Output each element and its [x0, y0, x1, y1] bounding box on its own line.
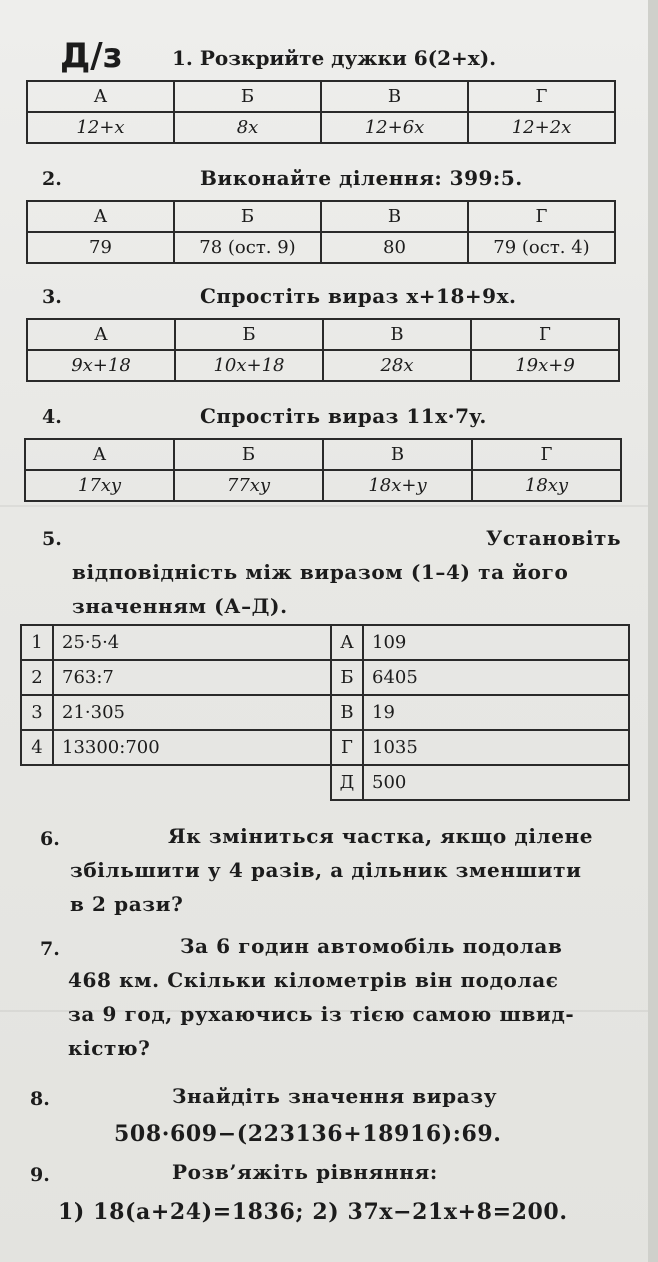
option-a-value: 79 — [27, 232, 174, 263]
table-row — [331, 730, 629, 765]
task-5-line-1: Установіть — [486, 526, 622, 550]
option-v-value: 18x+y — [323, 470, 472, 501]
value: 109 — [363, 625, 629, 660]
option-v-letter: В — [323, 439, 472, 470]
option-a-value: 9x+18 — [27, 350, 175, 381]
value: 19 — [363, 695, 629, 730]
option-b-value: 78 (ост. 9) — [174, 232, 321, 263]
value-letter: Б — [331, 660, 363, 695]
option-v-letter: В — [321, 81, 468, 112]
task-5-line-3: значенням (А–Д). — [72, 594, 288, 618]
option-g-letter: Г — [468, 81, 615, 112]
option-v-letter: В — [321, 201, 468, 232]
task-1-heading — [172, 46, 496, 70]
option-a-value: 17xy — [25, 470, 174, 501]
option-b-value: 8x — [174, 112, 321, 143]
expression-number: 4 — [21, 730, 53, 765]
task-9-line-1: Розв’яжіть рівняння: — [172, 1160, 438, 1184]
table-row — [331, 625, 629, 660]
task-3-question: Спростіть вираз x+18+9x. — [200, 284, 517, 308]
task-4-question: Спростіть вираз 11x·7y. — [200, 404, 487, 428]
expression-number: 2 — [21, 660, 53, 695]
option-b-value: 10x+18 — [175, 350, 323, 381]
value: 6405 — [363, 660, 629, 695]
task-3-answer-table — [26, 318, 620, 382]
value-letter: Г — [331, 730, 363, 765]
task-4-number: 4. — [42, 406, 62, 428]
option-v-letter: В — [323, 319, 471, 350]
expression: 25·5·4 — [53, 625, 331, 660]
value-letter: А — [331, 625, 363, 660]
task-8-expression: 508·609−(223136+18916):69. — [114, 1121, 502, 1147]
task-7-line-1: За 6 годин автомобіль подолав — [180, 934, 563, 958]
option-g-value: 18xy — [472, 470, 621, 501]
expression: 21·305 — [53, 695, 331, 730]
homework-label: Д/з — [60, 36, 123, 76]
value: 1035 — [363, 730, 629, 765]
table-row — [21, 695, 331, 730]
option-b-letter: Б — [175, 319, 323, 350]
option-a-letter: А — [27, 201, 174, 232]
task-9-number: 9. — [30, 1164, 50, 1186]
task-8-line-1: Знайдіть значення виразу — [172, 1084, 498, 1108]
option-g-value: 19x+9 — [471, 350, 619, 381]
option-g-letter: Г — [471, 319, 619, 350]
task-6-line-3: в 2 рази? — [70, 892, 184, 916]
task-5-number: 5. — [42, 528, 62, 550]
task-7-number: 7. — [40, 938, 60, 960]
task-6-number: 6. — [40, 828, 60, 850]
expression-number: 3 — [21, 695, 53, 730]
task-7-line-3: за 9 год, рухаючись із тією самою швид- — [68, 1002, 575, 1026]
task-9-equations: 1) 18(a+24)=1836; 2) 37x−21x+8=200. — [58, 1199, 568, 1225]
task-3-number: 3. — [42, 286, 62, 308]
task-7-line-2: 468 км. Скільки кілометрів він подолає — [68, 968, 559, 992]
task-1-number: 1. — [172, 46, 193, 70]
expression: 763:7 — [53, 660, 331, 695]
expression: 13300:700 — [53, 730, 331, 765]
option-b-letter: Б — [174, 81, 321, 112]
table-row — [21, 660, 331, 695]
task-1-question: Розкрийте дужки 6(2+x). — [199, 46, 497, 70]
table-row — [331, 765, 629, 800]
task-7-line-4: кістю? — [68, 1036, 151, 1060]
task-2-number: 2. — [42, 168, 62, 190]
option-v-value: 12+6x — [321, 112, 468, 143]
option-g-letter: Г — [472, 439, 621, 470]
paper-fold — [0, 505, 648, 507]
option-v-value: 80 — [321, 232, 468, 263]
option-g-value: 12+2x — [468, 112, 615, 143]
option-v-value: 28x — [323, 350, 471, 381]
task-2-answer-table — [26, 200, 616, 264]
table-row — [21, 625, 331, 660]
task-1-answer-table — [26, 80, 616, 144]
task-4-answer-table — [24, 438, 622, 502]
option-b-value: 77xy — [174, 470, 323, 501]
value-letter: В — [331, 695, 363, 730]
option-b-letter: Б — [174, 201, 321, 232]
table-row — [331, 660, 629, 695]
option-g-letter: Г — [468, 201, 615, 232]
option-a-letter: А — [25, 439, 174, 470]
option-b-letter: Б — [174, 439, 323, 470]
table-row — [331, 695, 629, 730]
option-a-letter: А — [27, 319, 175, 350]
task-2-question: Виконайте ділення: 399:5. — [200, 166, 523, 190]
option-g-value: 79 (ост. 4) — [468, 232, 615, 263]
task-6-line-2: збільшити у 4 разів, а дільник зменшити — [70, 858, 582, 882]
option-a-letter: А — [27, 81, 174, 112]
task-5-values-table — [330, 624, 630, 801]
table-row — [21, 730, 331, 765]
expression-number: 1 — [21, 625, 53, 660]
value: 500 — [363, 765, 629, 800]
task-8-number: 8. — [30, 1088, 50, 1110]
task-5-expressions-table — [20, 624, 332, 766]
option-a-value: 12+x — [27, 112, 174, 143]
task-6-line-1: Як зміниться частка, якщо ділене — [168, 824, 594, 848]
task-5-line-2: відповідність між виразом (1–4) та його — [72, 560, 569, 584]
value-letter: Д — [331, 765, 363, 800]
